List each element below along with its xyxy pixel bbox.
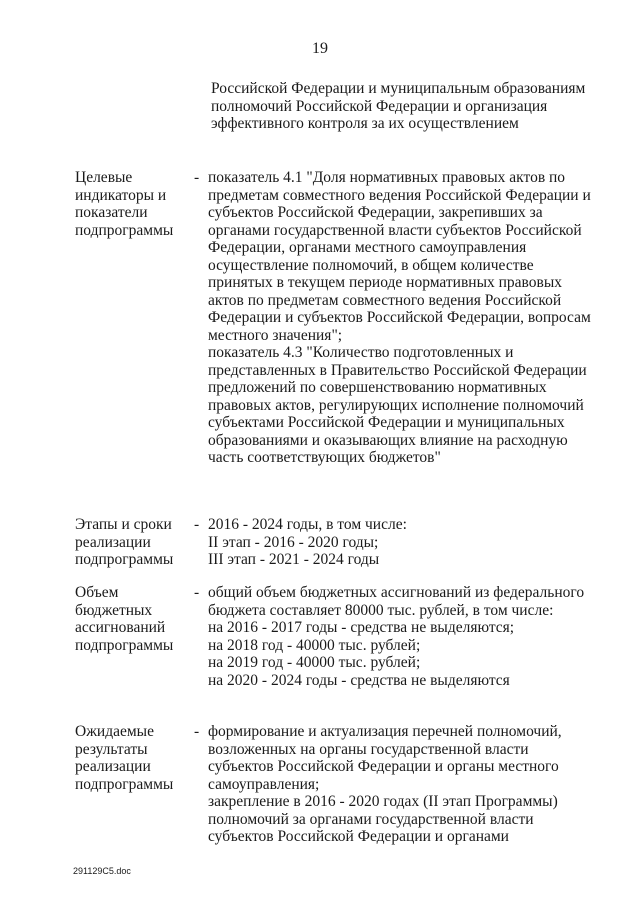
section-content	[208, 169, 598, 467]
content-line: показатель 4.3 "Количество подготовленных и представленных в Правительство Российской Федерации предложений по совершенствованию нормативных правовых актов, регулирующих исполнение полномочий субъектами Российской Федерации и муниципальных образованиями и оказывающих влияние на расходную часть соответствующих бюджетов"	[208, 344, 587, 466]
content-line: на 2020 - 2024 годы - средства не выделяются	[208, 671, 510, 689]
section-dash: -	[194, 169, 200, 186]
content-line: на 2018 год - 40000 тыс. рублей;	[208, 636, 421, 654]
content-line: II этап - 2016 - 2020 годы;	[208, 533, 379, 551]
section-content	[208, 723, 598, 846]
content-line: общий объем бюджетных ассигнований из федерального бюджета составляет 80000 тыс. рублей, в том числе:	[208, 584, 585, 619]
content-line: формирование и актуализация перечней полномочий, возложенных на органы государственной власти субъектов Российской Федерации и органы местного самоуправления;	[208, 723, 562, 793]
section-dash: -	[194, 584, 200, 601]
content-line: 2016 - 2024 годы, в том числе:	[208, 516, 407, 533]
content-line: закрепление в 2016 - 2020 годах (II этап Программы) полномочий за органами государственной власти субъектов Российской Федерации и органами	[208, 793, 558, 845]
intro-text: Российской Федерации и муниципальным образованиям полномочий Российской Федерации и организация эффективного контроля за их осуществлением	[211, 80, 586, 132]
section-label: Объем бюджетных ассигнований подпрограммы	[75, 584, 174, 654]
section-label: Этапы и сроки реализации подпрограммы	[75, 516, 174, 568]
section-content	[208, 584, 598, 689]
content-line: показатель 4.1 "Доля нормативных правовых актов по предметам совместного ведения Российской Федерации и субъектов Российской Федерации, закрепивших за органами государственной власти субъектов Российской Федерации, органами местного самоуправления осуществление полномочий, в общем количестве принятых в текущем периоде нормативных правовых актов по предметам совместного ведения Российской Федерации и субъектов Российской Федерации, вопросам местного значения";	[208, 169, 591, 344]
content-line: III этап - 2021 - 2024 годы	[208, 551, 380, 568]
section-dash: -	[194, 516, 200, 533]
content-line: на 2019 год - 40000 тыс. рублей;	[208, 654, 421, 671]
content-line: на 2016 - 2017 годы - средства не выделяются;	[208, 619, 515, 636]
footer-filename: 291129C5.doc	[73, 866, 131, 876]
page-number: 19	[312, 40, 328, 57]
section-dash: -	[194, 723, 200, 740]
section-label: Целевые индикаторы и показатели подпрограммы	[75, 169, 174, 239]
section-label: Ожидаемые результаты реализации подпрограммы	[75, 723, 174, 793]
section-content	[208, 516, 598, 569]
